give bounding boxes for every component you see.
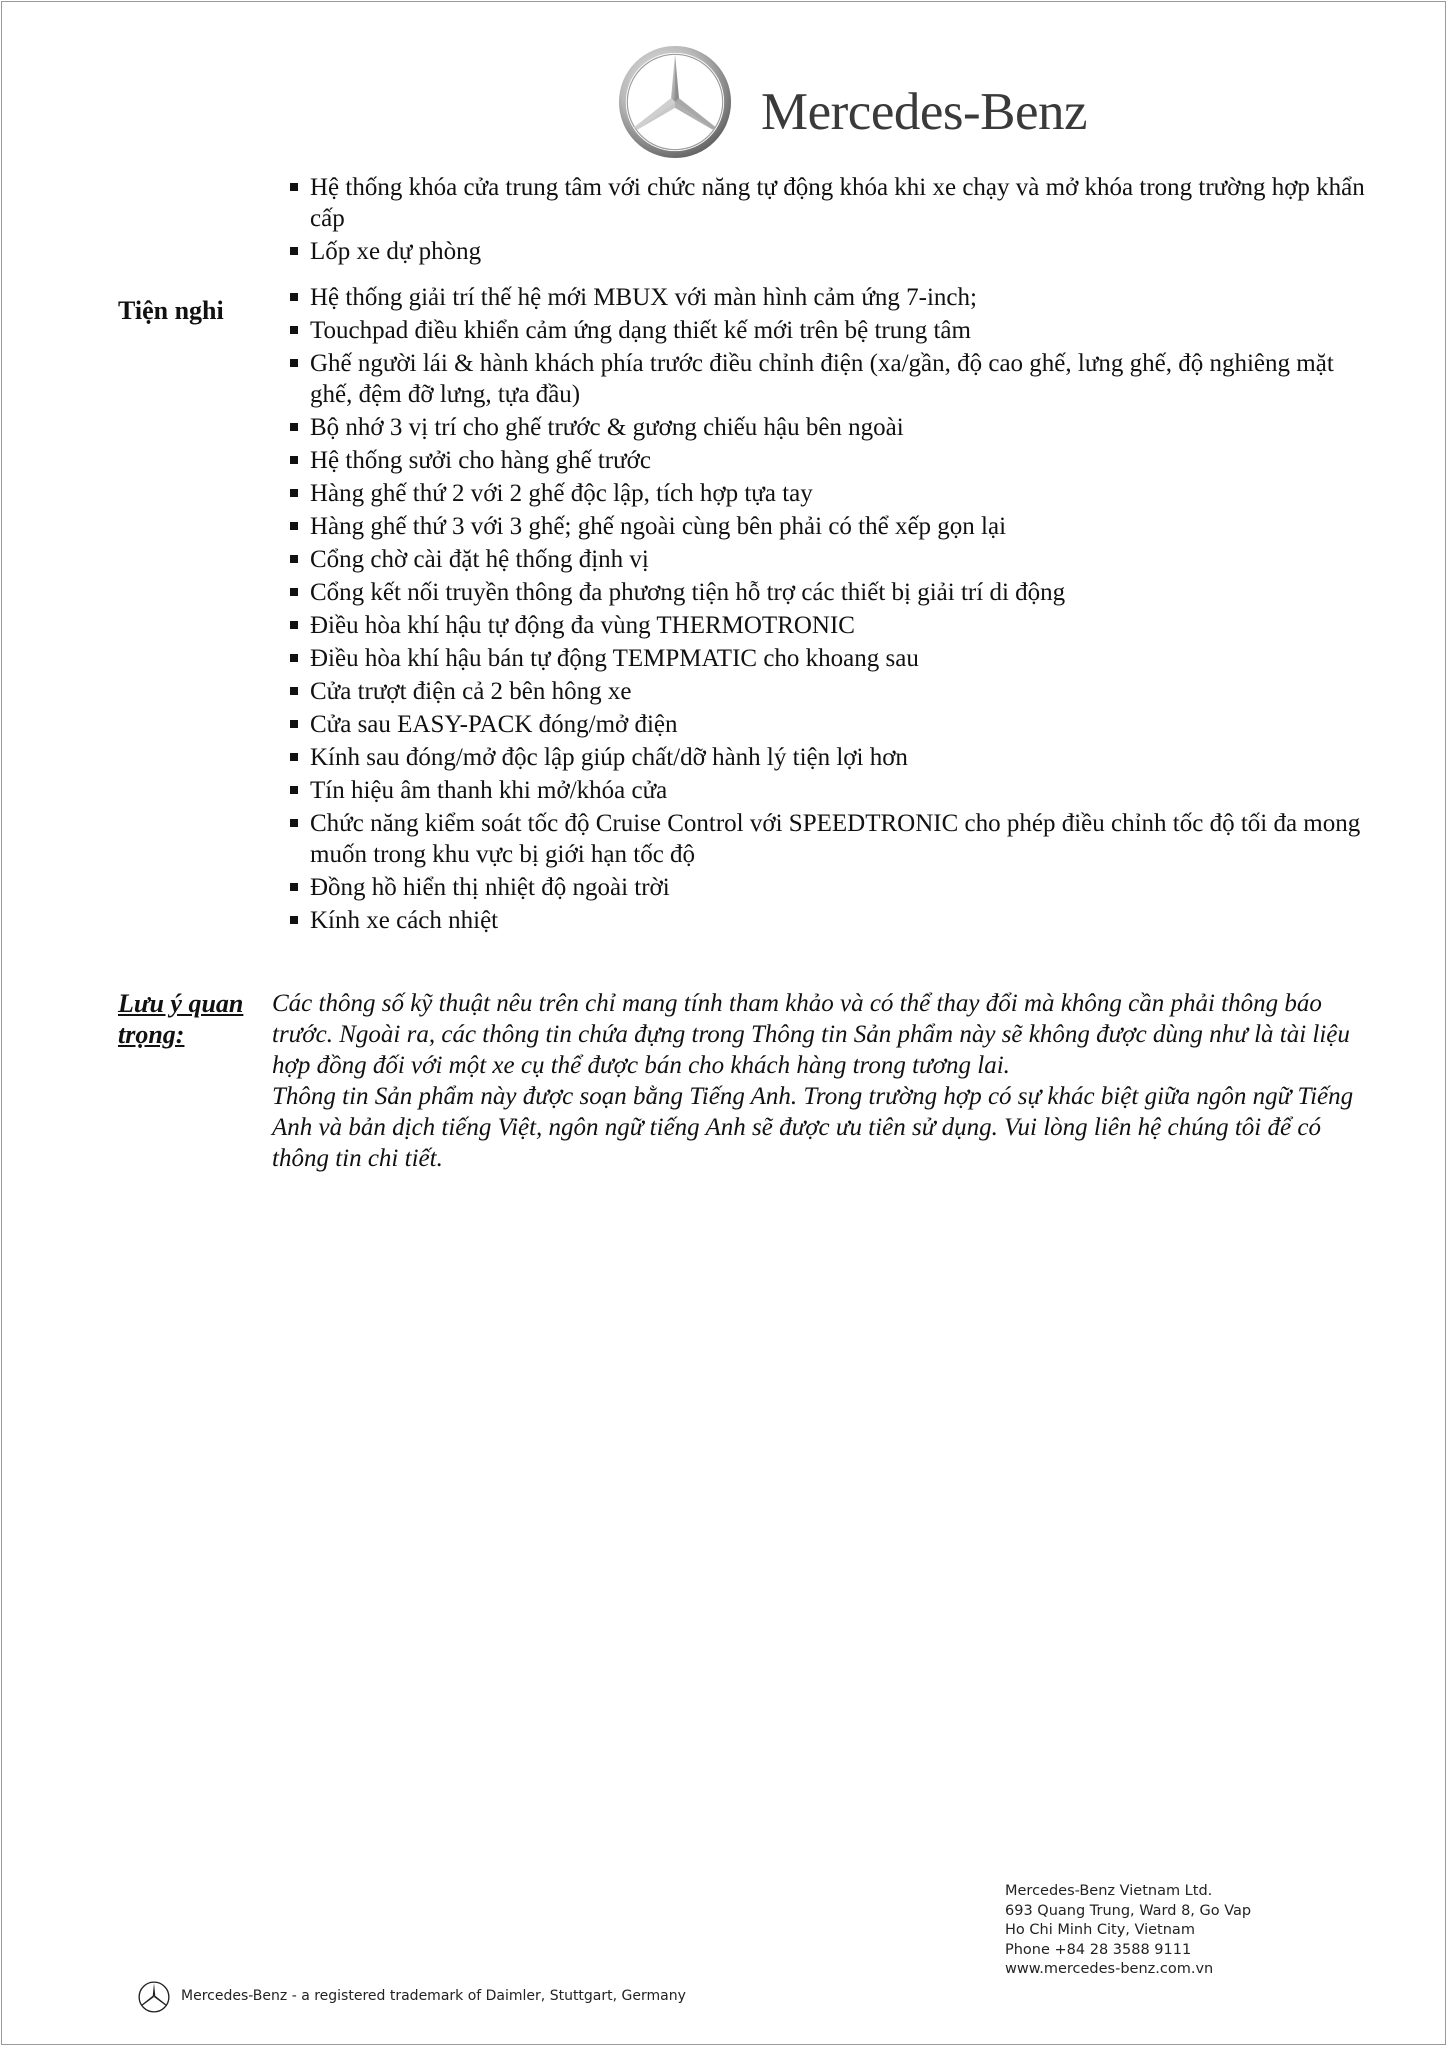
footer-website[interactable]: www.mercedes-benz.com.vn xyxy=(1005,1961,1214,1977)
list-item: Kính xe cách nhiệt xyxy=(290,905,1375,936)
mercedes-star-icon xyxy=(616,42,734,162)
list-item: Điều hòa khí hậu tự động đa vùng THERMOTRONIC xyxy=(290,610,1375,641)
note-paragraph: Thông tin Sản phẩm này được soạn bằng Tiếng Anh. Trong trường hợp có sự khác biệt giữa ngôn ngữ Tiếng Anh và bản dịch tiếng Việt, ngôn ngữ tiếng Anh sẽ được ưu tiên sử dụng. Vui lòng liên hệ chúng tôi để có thông tin chi tiết. xyxy=(272,1083,1354,1172)
list-item: Cổng kết nối truyền thông đa phương tiện hỗ trợ các thiết bị giải trí di động xyxy=(290,577,1375,608)
footer-street: 693 Quang Trung, Ward 8, Go Vap xyxy=(1005,1902,1252,1919)
list-item: Hàng ghế thứ 3 với 3 ghế; ghế ngoài cùng bên phải có thể xếp gọn lại xyxy=(290,511,1375,542)
footer-city: Ho Chi Minh City, Vietnam xyxy=(1005,1922,1195,1938)
list-item: Cửa sau EASY-PACK đóng/mở điện xyxy=(290,709,1375,740)
list-item: Cửa trượt điện cả 2 bên hông xe xyxy=(290,676,1375,707)
important-note-body xyxy=(272,988,1377,1174)
list-item: Bộ nhớ 3 vị trí cho ghế trước & gương chiếu hậu bên ngoài xyxy=(290,412,1375,443)
mercedes-star-icon xyxy=(137,1980,171,2014)
comfort-list xyxy=(290,282,1375,938)
list-item: Điều hòa khí hậu bán tự động TEMPMATIC cho khoang sau xyxy=(290,643,1375,674)
list-item: Tín hiệu âm thanh khi mở/khóa cửa xyxy=(290,775,1375,806)
trademark-text: Mercedes-Benz - a registered trademark of Daimler, Stuttgart, Germany xyxy=(181,1988,686,2004)
list-item: Đồng hồ hiển thị nhiệt độ ngoài trời xyxy=(290,872,1375,903)
list-item: Touchpad điều khiển cảm ứng dạng thiết kế mới trên bệ trung tâm xyxy=(290,315,1375,346)
safety-continued-list xyxy=(290,172,1375,269)
footer-phone: Phone +84 28 3588 9111 xyxy=(1005,1941,1192,1958)
footer-address xyxy=(1005,1882,1251,1980)
footer-company: Mercedes-Benz Vietnam Ltd. xyxy=(1005,1883,1213,1899)
list-item: Lốp xe dự phòng xyxy=(290,236,1375,267)
list-item: Chức năng kiểm soát tốc độ Cruise Control với SPEEDTRONIC cho phép điều chỉnh tốc độ tối đa mong muốn trong khu vực bị giới hạn tốc độ xyxy=(290,808,1375,870)
list-item: Kính sau đóng/mở độc lập giúp chất/dỡ hành lý tiện lợi hơn xyxy=(290,742,1375,773)
brand-name: Mercedes-Benz xyxy=(761,83,1088,141)
note-paragraph: Các thông số kỹ thuật nêu trên chỉ mang tính tham khảo và có thể thay đổi mà không cần phải thông báo trước. Ngoài ra, các thông tin chứa đựng trong Thông tin Sản phẩm này sẽ không được dùng như là tài liệu hợp đồng đối với một xe cụ thể được bán cho khách hàng trong tương lai. xyxy=(272,990,1350,1079)
list-item: Hệ thống sưởi cho hàng ghế trước xyxy=(290,445,1375,476)
brand-header xyxy=(616,42,1086,166)
comfort-section-label: Tiện nghi xyxy=(118,296,224,325)
important-note-label: Lưu ý quan trọng: xyxy=(118,989,244,1049)
list-item: Hệ thống khóa cửa trung tâm với chức năng tự động khóa khi xe chạy và mở khóa trong trường hợp khẩn cấp xyxy=(290,172,1375,234)
list-item: Hệ thống giải trí thế hệ mới MBUX với màn hình cảm ứng 7-inch; xyxy=(290,282,1375,313)
list-item: Ghế người lái & hành khách phía trước điều chỉnh điện (xa/gần, độ cao ghế, lưng ghế, độ nghiêng mặt ghế, đệm đỡ lưng, tựa đầu) xyxy=(290,348,1375,410)
list-item: Hàng ghế thứ 2 với 2 ghế độc lập, tích hợp tựa tay xyxy=(290,478,1375,509)
list-item: Cổng chờ cài đặt hệ thống định vị xyxy=(290,544,1375,575)
